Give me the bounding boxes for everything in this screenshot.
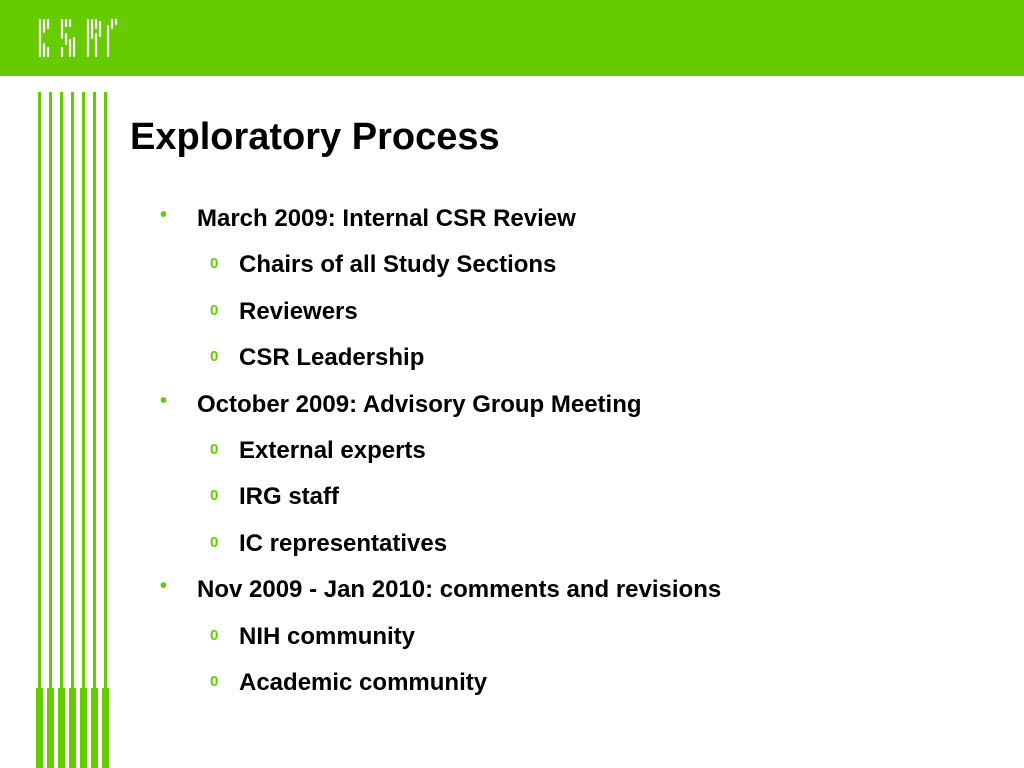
csr-logo-icon xyxy=(36,16,120,60)
sub-list-item: Chairs of all Study Sections xyxy=(239,251,557,279)
sub-bullet-icon: 0 xyxy=(210,441,219,458)
sub-list-item: Reviewers xyxy=(239,297,358,325)
page-title: Exploratory Process xyxy=(130,116,500,158)
sub-bullet-icon: 0 xyxy=(210,487,219,505)
sub-bullet-icon: 0 xyxy=(210,301,219,319)
list-item: October 2009: Advisory Group Meeting xyxy=(197,390,642,418)
sub-bullet-icon: 0 xyxy=(210,673,219,690)
sub-list-item: IC representatives xyxy=(239,529,448,557)
logo-text: CSR xyxy=(36,16,39,17)
sub-list-item: NIH community xyxy=(239,622,416,650)
sub-list-item: CSR Leadership xyxy=(239,344,425,372)
decorative-stripes xyxy=(36,92,110,768)
sub-list-item: IRG staff xyxy=(239,483,340,511)
list-item: Nov 2009 - Jan 2010: comments and revisions xyxy=(197,576,722,604)
bullet-icon: • xyxy=(160,575,168,598)
sub-list-item: External experts xyxy=(239,437,426,464)
sub-list-item: Academic community xyxy=(239,669,488,696)
header-bar xyxy=(0,0,1024,76)
bullet-icon: • xyxy=(160,204,168,226)
list-item: March 2009: Internal CSR Review xyxy=(197,205,576,232)
sub-bullet-icon: 0 xyxy=(210,255,219,273)
bullet-icon: • xyxy=(160,389,168,412)
sub-bullet-icon: 0 xyxy=(210,348,219,366)
sub-bullet-icon: 0 xyxy=(210,533,219,551)
sub-bullet-icon: 0 xyxy=(210,626,219,644)
